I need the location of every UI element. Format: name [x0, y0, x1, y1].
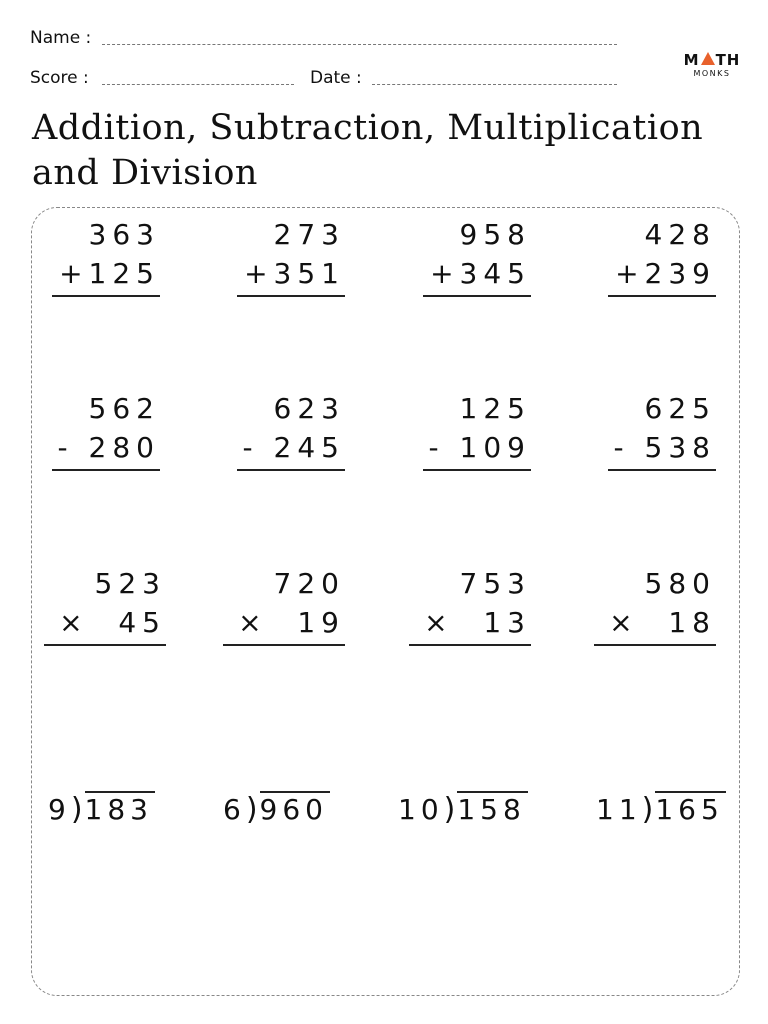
- answer-line: [423, 295, 531, 297]
- addition-problem: [237, 215, 345, 297]
- answer-line: [237, 469, 345, 471]
- dividend: 165: [655, 793, 724, 826]
- problem-bottom-number: +125: [59, 257, 160, 290]
- addition-problem: [52, 215, 160, 297]
- multiplication-problem: [594, 564, 716, 646]
- logo-text-m: M: [683, 51, 700, 69]
- addition-problem: [423, 215, 531, 297]
- problem-top-number: 363: [88, 218, 160, 251]
- dividend: 183: [84, 793, 153, 826]
- multiplication-problem: [409, 564, 531, 646]
- logo-text-th: TH: [715, 51, 741, 69]
- problem-top-number: 720: [273, 567, 345, 600]
- multiplication-problem: [223, 564, 345, 646]
- problem-bottom-number: × 45: [59, 606, 166, 639]
- answer-line: [409, 644, 531, 646]
- divisor: 9: [48, 793, 71, 826]
- answer-line: [423, 469, 531, 471]
- dividend: 960: [259, 793, 328, 826]
- divisor: 6: [223, 793, 246, 826]
- long-division-bracket-icon: ): [443, 792, 456, 827]
- long-division-bracket-icon: ): [70, 792, 83, 827]
- addition-problem: [608, 215, 716, 297]
- divisor: 11: [596, 793, 642, 826]
- long-division-bracket-icon: ): [245, 792, 258, 827]
- date-field[interactable]: [372, 84, 617, 85]
- answer-line: [594, 644, 716, 646]
- problem-top-number: 523: [94, 567, 166, 600]
- subtraction-problem: [52, 389, 160, 471]
- score-field[interactable]: [102, 84, 294, 85]
- math-monks-logo: [680, 52, 744, 78]
- name-field[interactable]: [102, 44, 617, 45]
- problem-top-number: 625: [644, 392, 716, 425]
- subtraction-problem: [237, 389, 345, 471]
- problem-bottom-number: +351: [244, 257, 345, 290]
- problem-top-number: 580: [644, 567, 716, 600]
- worksheet-title: Addition, Subtraction, Multiplication and Division: [32, 108, 704, 193]
- problem-bottom-number: - 538: [613, 431, 716, 464]
- problem-top-number: 428: [644, 218, 716, 251]
- logo-text-monks: MONKS: [693, 69, 731, 78]
- problem-top-number: 623: [273, 392, 345, 425]
- problem-bottom-number: - 245: [242, 431, 345, 464]
- long-division-bracket-icon: ): [641, 792, 654, 827]
- answer-line: [237, 295, 345, 297]
- divisor: 10: [398, 793, 444, 826]
- subtraction-problem: [608, 389, 716, 471]
- triangle-icon: [701, 52, 715, 65]
- answer-line: [223, 644, 345, 646]
- dividend: 158: [457, 793, 526, 826]
- date-label: Date :: [310, 68, 362, 88]
- problem-bottom-number: × 19: [238, 606, 345, 639]
- problem-bottom-number: - 109: [428, 431, 531, 464]
- score-label: Score :: [30, 68, 89, 88]
- problem-bottom-number: × 13: [424, 606, 531, 639]
- division-problem: [223, 790, 330, 830]
- answer-line: [44, 644, 166, 646]
- problem-bottom-number: - 280: [57, 431, 160, 464]
- name-label: Name :: [30, 28, 92, 48]
- answer-line: [608, 295, 716, 297]
- division-problem: [596, 790, 726, 830]
- division-problem: [398, 790, 528, 830]
- answer-line: [52, 295, 160, 297]
- multiplication-problem: [44, 564, 166, 646]
- problem-top-number: 753: [459, 567, 531, 600]
- problem-bottom-number: × 18: [609, 606, 716, 639]
- problem-top-number: 273: [273, 218, 345, 251]
- problem-bottom-number: +345: [430, 257, 531, 290]
- problem-bottom-number: +239: [615, 257, 716, 290]
- answer-line: [608, 469, 716, 471]
- answer-line: [52, 469, 160, 471]
- problem-top-number: 562: [88, 392, 160, 425]
- problem-top-number: 958: [459, 218, 531, 251]
- subtraction-problem: [423, 389, 531, 471]
- division-problem: [48, 790, 155, 830]
- problem-top-number: 125: [459, 392, 531, 425]
